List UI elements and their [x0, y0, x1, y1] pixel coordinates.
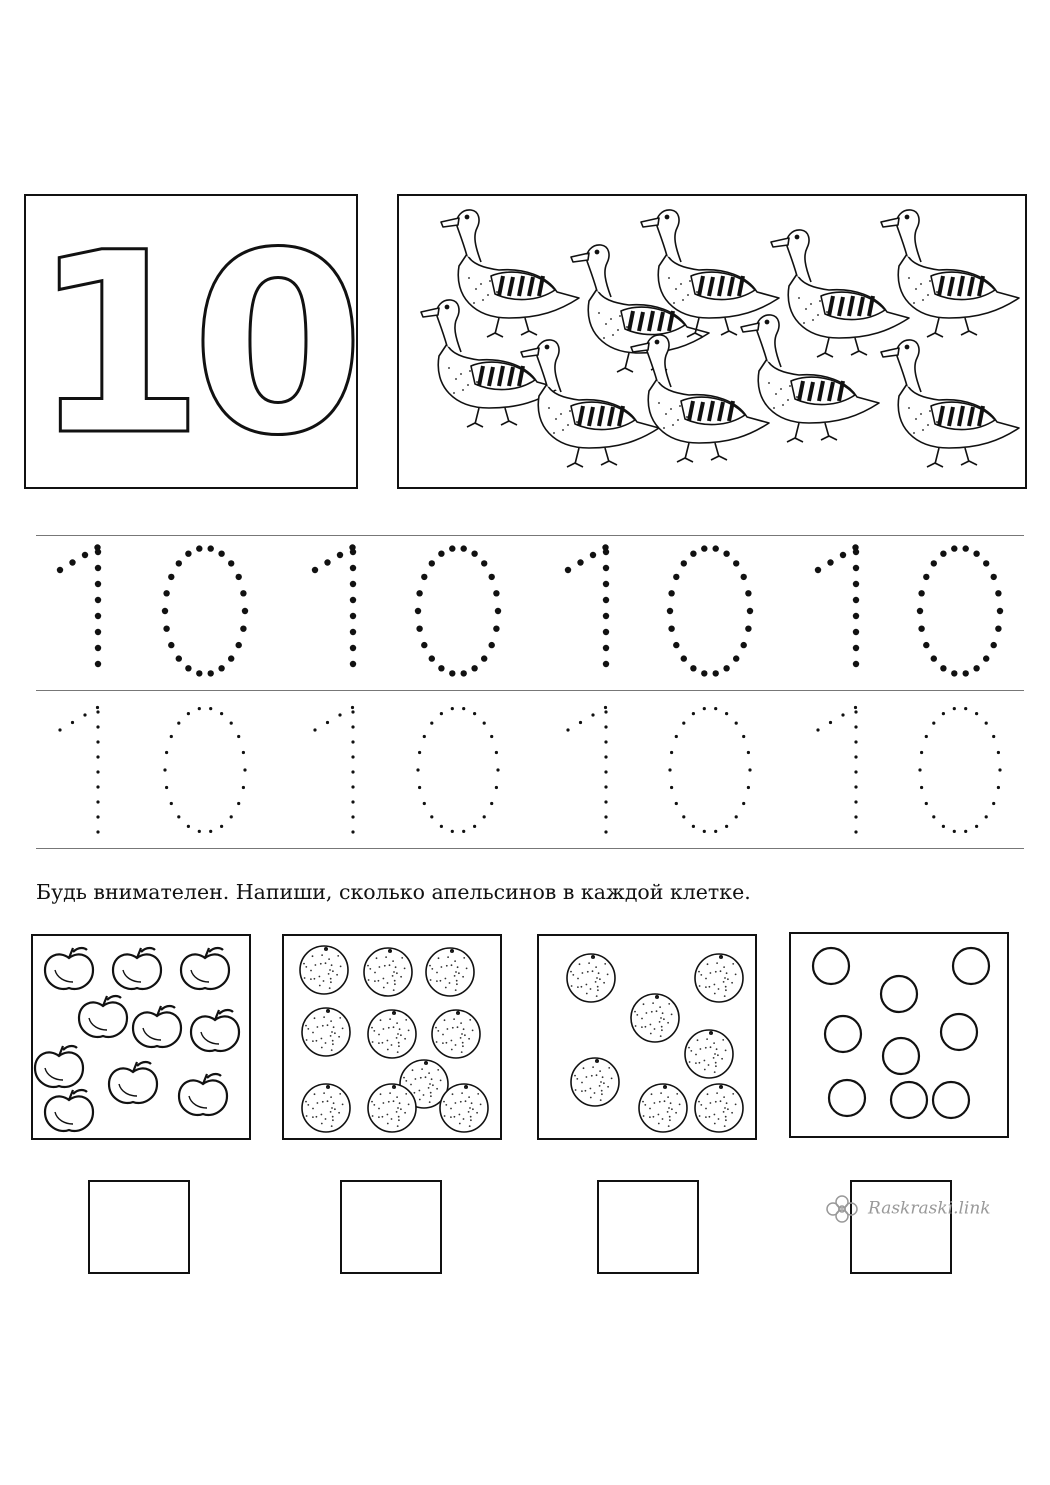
- orange: [432, 1010, 480, 1058]
- trace-digit-zero[interactable]: [918, 707, 1001, 833]
- answer-box-1[interactable]: [88, 1180, 190, 1274]
- big-number-text: 10: [31, 199, 351, 487]
- circles-group: [791, 934, 1007, 1136]
- circle: [829, 1080, 865, 1116]
- circle: [953, 948, 989, 984]
- trace-digit-zero[interactable]: [917, 545, 1003, 676]
- watermark: [822, 1193, 991, 1225]
- circle: [933, 1082, 969, 1118]
- orange: [302, 1008, 350, 1056]
- trace-digit-zero[interactable]: [416, 707, 499, 833]
- oranges-group: [284, 936, 500, 1138]
- orange: [368, 1084, 416, 1132]
- orange: [639, 1084, 687, 1132]
- orange: [685, 1030, 733, 1078]
- apple: [35, 1046, 83, 1087]
- orange: [300, 946, 348, 994]
- trace-digit-one[interactable]: [313, 706, 354, 834]
- flower-logo-icon: [822, 1193, 862, 1225]
- circle: [825, 1016, 861, 1052]
- orange: [567, 954, 615, 1002]
- apples-group: [33, 936, 249, 1138]
- orange: [695, 954, 743, 1002]
- orange: [631, 994, 679, 1042]
- counting-cell-circles: [789, 932, 1009, 1138]
- circle: [883, 1038, 919, 1074]
- orange: [571, 1058, 619, 1106]
- orange: [440, 1084, 488, 1132]
- trace-digit-one[interactable]: [58, 706, 99, 834]
- circle: [881, 976, 917, 1012]
- watermark-text: Raskraski.link: [868, 1198, 991, 1219]
- orange: [695, 1084, 743, 1132]
- apple: [133, 1006, 181, 1047]
- trace-digit-one[interactable]: [565, 544, 609, 667]
- circle: [813, 948, 849, 984]
- orange: [364, 948, 412, 996]
- trace-digit-one[interactable]: [312, 544, 356, 667]
- answer-box-2[interactable]: [340, 1180, 442, 1274]
- apple: [109, 1062, 157, 1103]
- trace-digit-one[interactable]: [816, 706, 857, 834]
- oranges-group: [539, 936, 755, 1138]
- apple: [181, 948, 229, 989]
- apple: [179, 1074, 227, 1115]
- trace-digit-one[interactable]: [566, 706, 607, 834]
- apple: [79, 996, 127, 1037]
- circle: [941, 1014, 977, 1050]
- answer-box-3[interactable]: [597, 1180, 699, 1274]
- apple: [45, 1090, 93, 1131]
- trace-digit-zero[interactable]: [163, 707, 246, 833]
- trace-digit-zero[interactable]: [162, 545, 248, 676]
- counting-cell-apples: [31, 934, 251, 1140]
- trace-digit-one[interactable]: [57, 544, 101, 667]
- apple: [113, 948, 161, 989]
- instruction-text: Будь внимателен. Напиши, сколько апельсинов в каждой клетке.: [36, 880, 751, 904]
- orange: [302, 1084, 350, 1132]
- apple: [191, 1010, 239, 1051]
- trace-digit-zero[interactable]: [668, 707, 751, 833]
- trace-digit-zero[interactable]: [415, 545, 501, 676]
- circle: [891, 1082, 927, 1118]
- orange: [368, 1010, 416, 1058]
- trace-digit-one[interactable]: [815, 544, 859, 667]
- trace-digit-zero[interactable]: [667, 545, 753, 676]
- counting-cell-oranges-sparse: [537, 934, 757, 1140]
- apple: [45, 948, 93, 989]
- counting-cell-oranges: [282, 934, 502, 1140]
- orange: [426, 948, 474, 996]
